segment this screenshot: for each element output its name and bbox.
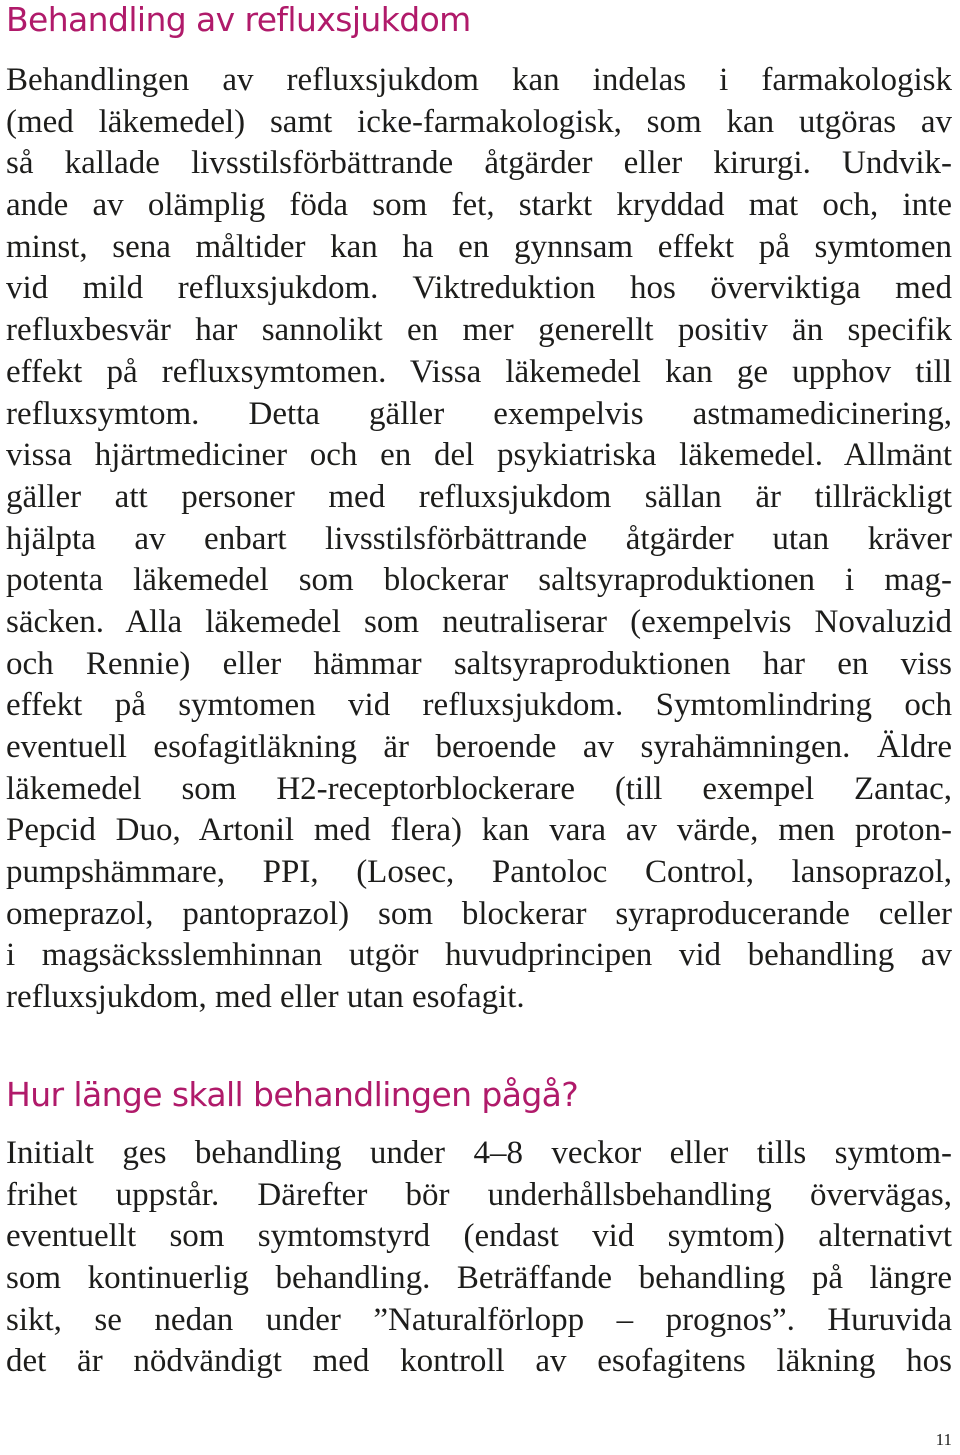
- paragraph-treatment-line: potenta läkemedel som blockerar saltsyraproduktionen i mag-: [6, 562, 952, 599]
- paragraph-treatment-line: eventuell esofagitläkning är beroende av syrahämningen. Äldre: [6, 729, 952, 765]
- page-number: 11: [935, 1430, 952, 1449]
- paragraph-treatment-line: refluxsymtom. Detta gäller exempelvis astmamedicinering,: [6, 395, 952, 432]
- paragraph-treatment-line: minst, sena måltider kan ha en gynnsam effekt på symtomen: [6, 228, 952, 265]
- paragraph-treatment: [6, 60, 952, 1019]
- paragraph-treatment-line: och Rennie) eller hämmar saltsyraproduktionen har en viss: [6, 645, 952, 682]
- paragraph-treatment-line: refluxsjukdom, med eller utan esofagit.: [6, 979, 525, 1016]
- paragraph-duration-line: Initialt ges behandling under 4–8 veckor eller tills symtom-: [6, 1135, 952, 1171]
- paragraph-duration-line: det är nödvändigt med kontroll av esofagitens läkning hos: [6, 1343, 952, 1380]
- paragraph-treatment-line: säcken. Alla läkemedel som neutraliserar (exempelvis Novaluzid: [6, 603, 952, 640]
- paragraph-treatment-line: omeprazol, pantoprazol) som blockerar syraproducerande celler: [6, 895, 952, 932]
- paragraph-duration-line: frihet uppstår. Därefter bör underhållsbehandling övervägas,: [6, 1176, 952, 1213]
- paragraph-duration-line: sikt, se nedan under ”Naturalförlopp – prognos”. Huruvida: [6, 1301, 952, 1338]
- paragraph-treatment-line: så kallade livsstilsförbättrande åtgärder eller kirurgi. Undvik-: [6, 145, 952, 182]
- paragraph-treatment-line: effekt på symtomen vid refluxsjukdom. Symtomlindring och: [6, 687, 952, 724]
- paragraph-treatment-line: effekt på refluxsymtomen. Vissa läkemedel kan ge upphov till: [6, 353, 952, 390]
- paragraph-treatment-line: ande av olämplig föda som fet, starkt kryddad mat och, inte: [6, 187, 952, 224]
- paragraph-treatment-line: vid mild refluxsjukdom. Viktreduktion hos överviktiga med: [6, 270, 952, 307]
- paragraph-treatment-line: hjälpta av enbart livsstilsförbättrande åtgärder utan kräver: [6, 520, 952, 557]
- paragraph-duration-line: eventuellt som symtomstyrd (endast vid symtom) alternativt: [6, 1218, 952, 1255]
- section-heading-duration: Hur länge skall behandlingen pågå?: [6, 1075, 579, 1114]
- paragraph-treatment-line: läkemedel som H2-receptorblockerare (till exempel Zantac,: [6, 770, 952, 807]
- paragraph-treatment-line: i magsäcksslemhinnan utgör huvudprincipen vid behandling av: [6, 937, 952, 974]
- section-heading-treatment: Behandling av refluxsjukdom: [6, 0, 471, 39]
- paragraph-duration-line: som kontinuerlig behandling. Beträffande behandling på längre: [6, 1260, 952, 1297]
- paragraph-treatment-line: Behandlingen av refluxsjukdom kan indelas i farmakologisk: [6, 62, 952, 98]
- paragraph-treatment-line: refluxbesvär har sannolikt en mer generellt positiv än specifik: [6, 312, 952, 349]
- paragraph-treatment-line: gäller att personer med refluxsjukdom sällan är tillräckligt: [6, 478, 952, 515]
- paragraph-treatment-line: Pepcid Duo, Artonil med flera) kan vara av värde, men proton-: [6, 812, 952, 849]
- paragraph-treatment-line: (med läkemedel) samt icke-farmakologisk, som kan utgöras av: [6, 103, 952, 140]
- paragraph-duration: [6, 1133, 952, 1383]
- paragraph-treatment-line: vissa hjärtmediciner och en del psykiatriska läkemedel. Allmänt: [6, 437, 952, 474]
- paragraph-treatment-line: pumpshämmare, PPI, (Losec, Pantoloc Control, lansoprazol,: [6, 854, 952, 891]
